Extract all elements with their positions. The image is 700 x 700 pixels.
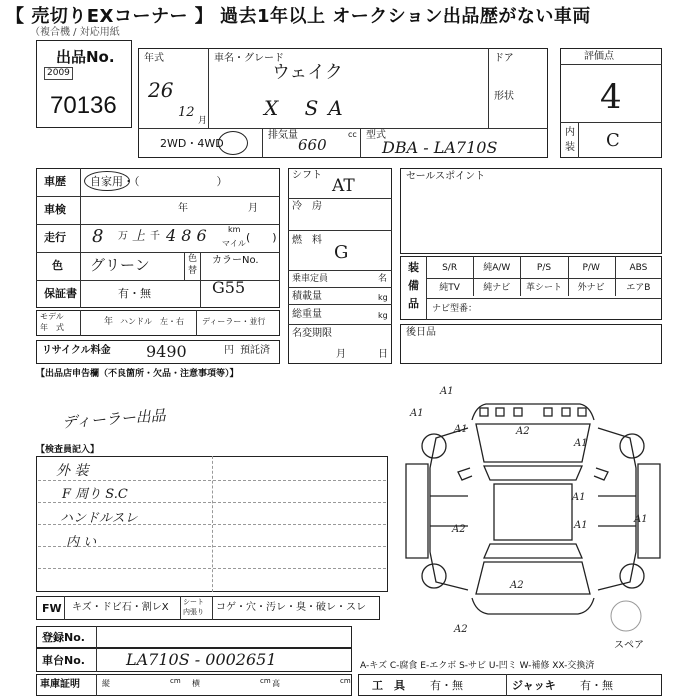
cert-width-unit: cm — [260, 677, 271, 685]
cert-height-unit: cm — [340, 677, 351, 685]
equipment-option: ABS — [629, 263, 648, 273]
rating-value: 4 — [600, 77, 622, 117]
mileage-paren: ( ) — [246, 231, 277, 244]
divider — [560, 64, 662, 65]
lot-number-value: 70136 — [50, 92, 117, 119]
chassis-label: 車台No. — [42, 654, 85, 667]
displacement-unit: cc — [348, 130, 357, 139]
color-label: 色 — [52, 259, 63, 272]
chassis-value: LA710S - 0002651 — [126, 650, 277, 669]
damage-mark: A1 — [454, 424, 468, 435]
divider — [506, 674, 507, 696]
lot-number-label: 出品No. — [56, 48, 115, 66]
month-unit: 月 — [198, 116, 208, 126]
divider — [138, 128, 548, 129]
equipment-option: 純TV — [439, 283, 460, 293]
equipment-label-3: 品 — [408, 297, 419, 310]
inspection-year: 年 — [178, 203, 188, 214]
damage-mark: A1 — [410, 408, 424, 419]
color-no-label: カラーNo. — [212, 255, 259, 266]
divider — [288, 230, 392, 231]
vehicle-name-value: ウェイク — [272, 62, 343, 83]
displacement-value: 660 — [298, 136, 327, 154]
damage-mark: A2 — [452, 524, 466, 535]
damage-mark: A1 — [440, 386, 454, 397]
model-value: DBA - LA710S — [382, 138, 498, 157]
month-value: 12 — [178, 105, 195, 120]
spare-label: スペア — [614, 640, 644, 651]
change-day: 日 — [378, 349, 388, 360]
damage-mark: A1 — [634, 514, 648, 525]
divider — [196, 310, 197, 336]
divider — [36, 196, 280, 197]
equipment-option: 外ナビ — [577, 283, 605, 293]
rating-label: 評価点 — [584, 51, 614, 62]
cert-height-label: 高 — [272, 679, 280, 688]
jack-label: ジャッキ — [512, 679, 556, 692]
model-year-label: モデル — [40, 312, 64, 321]
damage-mark: A1 — [572, 492, 586, 503]
divider — [212, 596, 213, 620]
drive-circle — [218, 131, 248, 155]
color-swap: 色 — [188, 254, 198, 264]
usage-label: 車歴 — [44, 175, 66, 188]
divider — [473, 256, 474, 276]
mileage-unit-mile: マイル — [222, 239, 246, 248]
mileage-label: 走行 — [44, 231, 66, 244]
divider — [288, 198, 392, 199]
fuel-value: G — [334, 242, 349, 263]
model-label: 型式 — [366, 130, 386, 141]
header-subtitle: （複合機 / 対応用紙 — [30, 27, 120, 38]
fw-note: キズ・ドビ石・割レX — [72, 602, 169, 613]
equipment-label-2: 備 — [408, 279, 419, 292]
damage-mark: A1 — [574, 438, 588, 449]
mileage-hw-3: 4 8 6 — [166, 226, 207, 245]
equipment-option: P/S — [536, 263, 552, 273]
mileage-man: 万 — [118, 231, 128, 242]
divider — [96, 626, 97, 648]
load-label: 積載量 — [292, 291, 322, 302]
page-title: 【 売切りEXコーナー 】 過去1年以上 オークション出品歴がない車両 — [6, 6, 591, 27]
fuel-label: 燃 料 — [292, 235, 322, 246]
navi-model-label: ナビ型番： — [432, 304, 478, 314]
damage-mark: A2 — [454, 624, 468, 635]
divider — [36, 224, 280, 225]
inspector-label: 【検査員記入】 — [36, 445, 100, 455]
displacement-label: 排気量 — [268, 130, 298, 141]
divider — [200, 252, 201, 308]
model-year-unit: 年 — [104, 317, 114, 327]
divider — [184, 252, 185, 280]
vehicle-grade-value: X SA — [264, 96, 353, 120]
car-damage-diagram — [396, 376, 670, 654]
divider — [568, 276, 569, 296]
damage-mark: A2 — [516, 426, 530, 437]
equipment-option: 革シート — [525, 283, 562, 293]
capacity-unit: 名 — [378, 274, 388, 284]
damage-mark: A2 — [510, 580, 524, 591]
doors-label: ドア — [494, 53, 514, 64]
divider — [615, 256, 616, 276]
inspection-month: 月 — [248, 203, 258, 214]
aftermarket-label: 後日品 — [406, 327, 436, 338]
garage-cert-label: 車庫証明 — [40, 679, 80, 690]
divider — [578, 122, 579, 158]
mileage-sen: 千 — [150, 231, 160, 242]
change-label: 名変期限 — [292, 328, 332, 339]
ac-label: 冷 房 — [292, 201, 322, 212]
color-value: グリーン — [90, 256, 150, 274]
warranty-label: 保証書 — [44, 287, 77, 300]
year-label: 年式 — [144, 53, 164, 64]
recycle-note: 預託済 — [240, 345, 270, 356]
fw-label: FW — [42, 602, 62, 615]
handle-label: ハンドル 左・右 — [120, 317, 184, 326]
divider — [288, 324, 392, 325]
damage-legend: A-キズ C-腐食 E-エクボ S-サビ U-凹ミ W-補修 XX-交換済 — [360, 661, 595, 671]
interior-value: C — [606, 130, 620, 151]
inspector-note: 外 装 — [56, 463, 89, 479]
year-value: 26 — [148, 78, 174, 102]
shift-value: AT — [332, 176, 355, 196]
equipment-option: 純A/W — [483, 263, 511, 273]
equipment-option: 純ナビ — [483, 283, 511, 293]
aftermarket-box — [400, 324, 662, 364]
shape-label: 形状 — [494, 91, 514, 102]
divider — [488, 48, 489, 128]
divider — [96, 674, 97, 696]
divider — [208, 48, 209, 128]
color-swap-2: 替 — [188, 266, 198, 276]
divider — [568, 256, 569, 276]
divider — [288, 304, 392, 305]
divider — [262, 128, 263, 158]
divider — [426, 278, 662, 279]
seat-label-2: 内張り — [183, 608, 204, 616]
recycle-value: 9490 — [146, 342, 187, 361]
divider — [288, 270, 392, 271]
recycle-unit: 円 — [224, 345, 234, 356]
seat-note: コゲ・穴・汚レ・臭・破レ・スレ — [216, 602, 366, 613]
divider — [426, 298, 662, 299]
seller-declaration-text: ディーラー出品 — [61, 406, 167, 432]
color-no-value: G55 — [212, 278, 246, 297]
cert-length-label: 縦 — [102, 679, 110, 688]
divider — [615, 276, 616, 296]
divider — [560, 122, 662, 123]
damage-mark: A1 — [574, 520, 588, 531]
recycle-label: リサイクル料金 — [42, 345, 111, 356]
gross-label: 総重量 — [292, 309, 322, 320]
inspector-note: ハンドルスレ — [60, 511, 138, 526]
dealer-label: ディーラー・並行 — [202, 317, 266, 326]
model-year-label-2: 年 式 — [40, 323, 64, 332]
vehicle-name-label: 車名・グレード — [214, 53, 284, 64]
load-unit: kg — [378, 293, 388, 302]
inspector-note: F 周り S.C — [62, 487, 128, 502]
spare-tire-icon — [611, 601, 641, 631]
note-column-line — [212, 456, 213, 592]
interior-label-2: 装 — [565, 142, 575, 153]
mileage-hw-2: 上 — [132, 229, 146, 244]
inspector-note: 内 い — [66, 535, 97, 550]
tools-label: 工 具 — [372, 679, 405, 692]
cert-length-unit: cm — [170, 677, 181, 685]
divider — [520, 276, 521, 296]
divider — [288, 287, 392, 288]
equipment-option: P/W — [582, 263, 600, 273]
divider — [80, 310, 81, 336]
capacity-label: 乗車定員 — [292, 274, 329, 284]
divider — [180, 596, 181, 620]
jack-value: 有・無 — [580, 679, 613, 692]
usage-circle — [84, 171, 130, 191]
divider — [473, 276, 474, 296]
divider — [64, 596, 65, 620]
sales-point-label: セールスポイント — [406, 171, 486, 182]
gross-unit: kg — [378, 311, 388, 320]
mileage-hw-1: 8 — [92, 226, 104, 247]
seller-declaration-label: 【出品店申告欄（不良箇所・欠品・注意事項等）】 — [36, 369, 239, 379]
drive-options: 2WD・4WD — [160, 137, 224, 150]
equipment-option: S/R — [442, 263, 458, 273]
divider — [96, 648, 97, 672]
divider — [360, 128, 361, 158]
shift-label: シフト — [292, 170, 322, 181]
tools-value: 有・無 — [430, 679, 463, 692]
interior-label: 内 — [565, 127, 575, 138]
equipment-option: エアB — [626, 283, 651, 293]
divider — [520, 256, 521, 276]
equipment-label: 装 — [408, 261, 419, 274]
warranty-value: 有・無 — [118, 287, 151, 300]
seat-label: シート — [183, 598, 204, 606]
registration-label: 登録No. — [42, 631, 85, 644]
mileage-unit-km: km — [228, 225, 241, 234]
cert-width-label: 横 — [192, 679, 200, 688]
inspection-label: 車検 — [44, 203, 66, 216]
change-month: 月 — [336, 349, 346, 360]
lot-stamp: 2009 — [44, 67, 73, 80]
divider — [80, 168, 81, 308]
usage-value: 自家用・（ ） — [90, 175, 228, 188]
divider — [36, 252, 280, 253]
